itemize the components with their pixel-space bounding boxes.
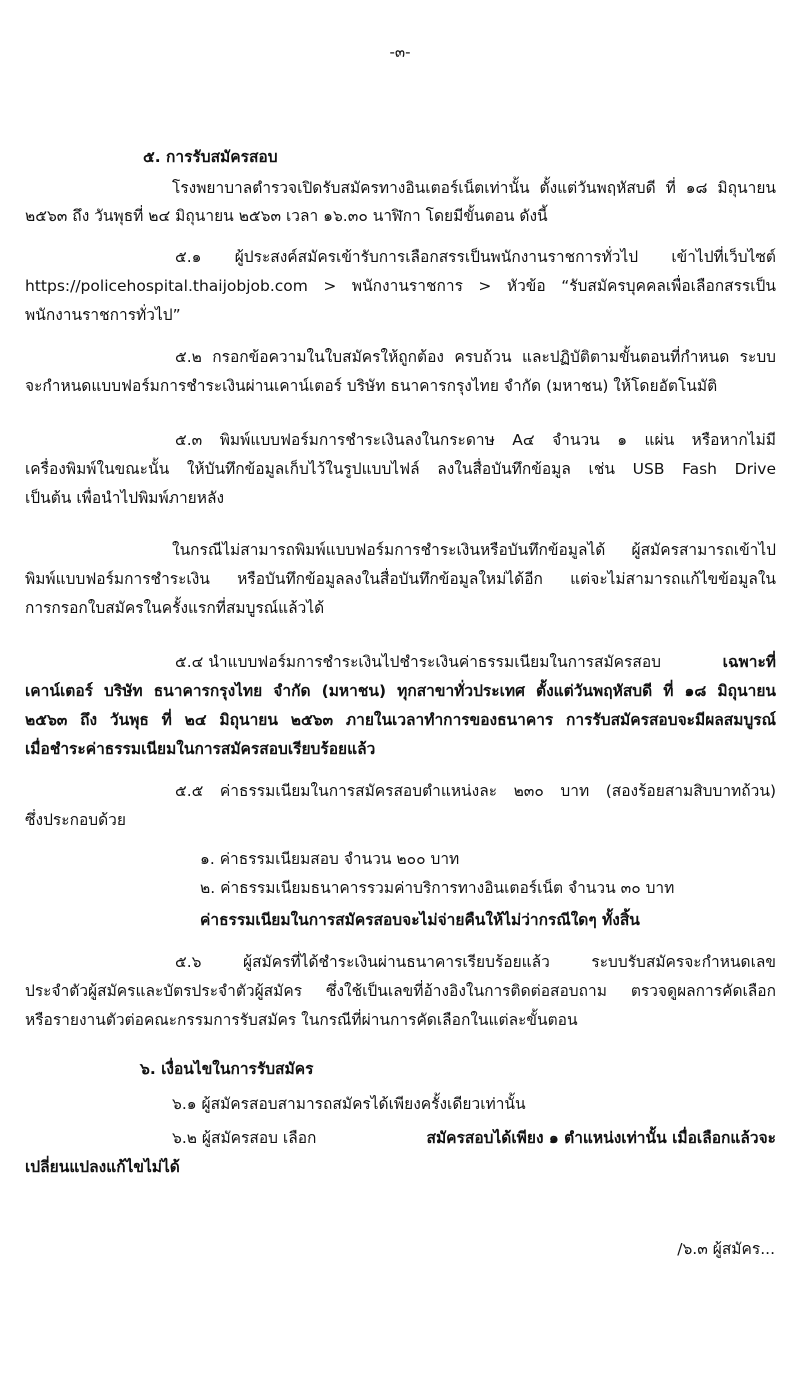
page-number: -๓- <box>389 43 411 61</box>
section-5-heading: ๕. การรับสมัครสอบ <box>143 148 278 166</box>
item-5-1-line-2: https://policehospital.thaijobjob.com > พนักงานราชการ > หัวข้อ “รับสมัครบุคคลเพื่อเลือกสรรเป็น <box>25 277 776 295</box>
section-5-intro-line-2: ๒๕๖๓ ถึง วันพุธที่ ๒๔ มิถุนายน ๒๕๖๓ เวลา ๑๖.๓๐ นาฬิกา โดยมีขั้นตอน ดังนี้ <box>25 207 548 225</box>
item-5-3-line-1: ๕.๓ พิมพ์แบบฟอร์มการชำระเงินลงในกระดาษ A๔ จำนวน ๑ แผ่น หรือหากไม่มี <box>175 431 776 449</box>
item-5-1-line-1: ๕.๑ ผู้ประสงค์สมัครเข้ารับการเลือกสรรเป็นพนักงานราชการทั่วไป เข้าไปที่เว็บไซต์ <box>175 248 776 266</box>
item-5-2-line-1: ๕.๒ กรอกข้อความในใบสมัครให้ถูกต้อง ครบถ้วน และปฏิบัติตามขั้นตอนที่กำหนด ระบบ <box>175 348 776 366</box>
fee-item-1: ๑. ค่าธรรมเนียมสอบ จำนวน ๒๐๐ บาท <box>200 850 460 868</box>
item-6-2-line-1-plain: ๖.๒ ผู้สมัครสอบ เลือก <box>172 1129 317 1147</box>
item-5-3-line-2: เครื่องพิมพ์ในขณะนั้น ให้บันทึกข้อมูลเก็บไว้ในรูปแบบไฟล์ ลงในสื่อบันทึกข้อมูล เช่น USB Fash Drive <box>25 460 776 478</box>
section-6-heading: ๖. เงื่อนไขในการรับสมัคร <box>140 1060 314 1078</box>
item-5-2-line-2: จะกำหนดแบบฟอร์มการชำระเงินผ่านเคาน์เตอร์ บริษัท ธนาคารกรุงไทย จำกัด (มหาชน) ให้โดยอัตโนมัติ <box>25 377 718 395</box>
item-6-1: ๖.๑ ผู้สมัครสอบสามารถสมัครได้เพียงครั้งเดียวเท่านั้น <box>172 1095 526 1113</box>
item-6-2-line-1 <box>172 1127 776 1149</box>
item-5-5-line-1: ๕.๕ ค่าธรรมเนียมในการสมัครสอบตำแหน่งละ ๒๓๐ บาท (สองร้อยสามสิบบาทถ้วน) <box>175 782 776 800</box>
item-5-3-line-3: เป็นต้น เพื่อนำไปพิมพ์ภายหลัง <box>25 489 225 507</box>
next-page-reference: /๖.๓ ผู้สมัคร... <box>677 1240 775 1258</box>
item-5-4-line-4: เมื่อชำระค่าธรรมเนียมในการสมัครสอบเรียบร้อยแล้ว <box>25 740 376 758</box>
item-5-1-line-3: พนักงานราชการทั่วไป” <box>25 306 181 324</box>
fee-note: ค่าธรรมเนียมในการสมัครสอบจะไม่จ่ายคืนให้ไม่ว่ากรณีใดๆ ทั้งสิ้น <box>200 911 640 929</box>
item-5-5-line-2: ซึ่งประกอบด้วย <box>25 811 126 829</box>
item-5-6-line-3: หรือรายงานตัวต่อคณะกรรมการรับสมัคร ในกรณีที่ผ่านการคัดเลือกในแต่ละขั้นตอน <box>25 1011 578 1029</box>
item-6-2-line-2: เปลี่ยนแปลงแก้ไขไม่ได้ <box>25 1158 180 1176</box>
item-5-4-line-1-bold: เฉพาะที่ <box>722 653 776 671</box>
item-5-3-note-line-2: พิมพ์แบบฟอร์มการชำระเงิน หรือบันทึกข้อมูลลงในสื่อบันทึกข้อมูลใหม่ได้อีก แต่จะไม่สามารถแก้ไขข้อมูลใน <box>25 570 776 588</box>
item-5-6-line-1: ๕.๖ ผู้สมัครที่ได้ชำระเงินผ่านธนาคารเรียบร้อยแล้ว ระบบรับสมัครจะกำหนดเลข <box>175 953 776 971</box>
section-5-intro-line-1: โรงพยาบาลตำรวจเปิดรับสมัครทางอินเตอร์เน็ตเท่านั้น ตั้งแต่วันพฤหัสบดี ที่ ๑๘ มิถุนายน <box>172 179 776 197</box>
fee-item-2: ๒. ค่าธรรมเนียมธนาคารรวมค่าบริการทางอินเตอร์เน็ต จำนวน ๓๐ บาท <box>200 879 675 897</box>
item-5-4-line-1-plain: ๕.๔ นำแบบฟอร์มการชำระเงินไปชำระเงินค่าธรรมเนียมในการสมัครสอบ <box>175 653 661 671</box>
item-5-4-line-2: เคาน์เตอร์ บริษัท ธนาคารกรุงไทย จำกัด (มหาชน) ทุกสาขาทั่วประเทศ ตั้งแต่วันพฤหัสบดี ที่ ๑๘ มิถุนายน <box>25 682 776 700</box>
item-5-4-line-1 <box>175 651 776 673</box>
item-5-3-note-line-1: ในกรณีไม่สามารถพิมพ์แบบฟอร์มการชำระเงินหรือบันทึกข้อมูลได้ ผู้สมัครสามารถเข้าไป <box>172 541 776 559</box>
item-5-6-line-2: ประจำตัวผู้สมัครและบัตรประจำตัวผู้สมัคร ซึ่งใช้เป็นเลขที่อ้างอิงในการติดต่อสอบถาม ตรวจดูผลการคัดเลือก <box>25 982 776 1000</box>
item-5-3-note-line-3: การกรอกใบสมัครในครั้งแรกที่สมบูรณ์แล้วได้ <box>25 599 325 617</box>
item-5-4-line-3: ๒๕๖๓ ถึง วันพุธ ที่ ๒๔ มิถุนายน ๒๕๖๓ ภายในเวลาทำการของธนาคาร การรับสมัครสอบจะมีผลสมบูรณ์ <box>25 711 776 729</box>
item-6-2-line-1-bold: สมัครสอบได้เพียง ๑ ตำแหน่งเท่านั้น เมื่อเลือกแล้วจะ <box>426 1129 776 1147</box>
